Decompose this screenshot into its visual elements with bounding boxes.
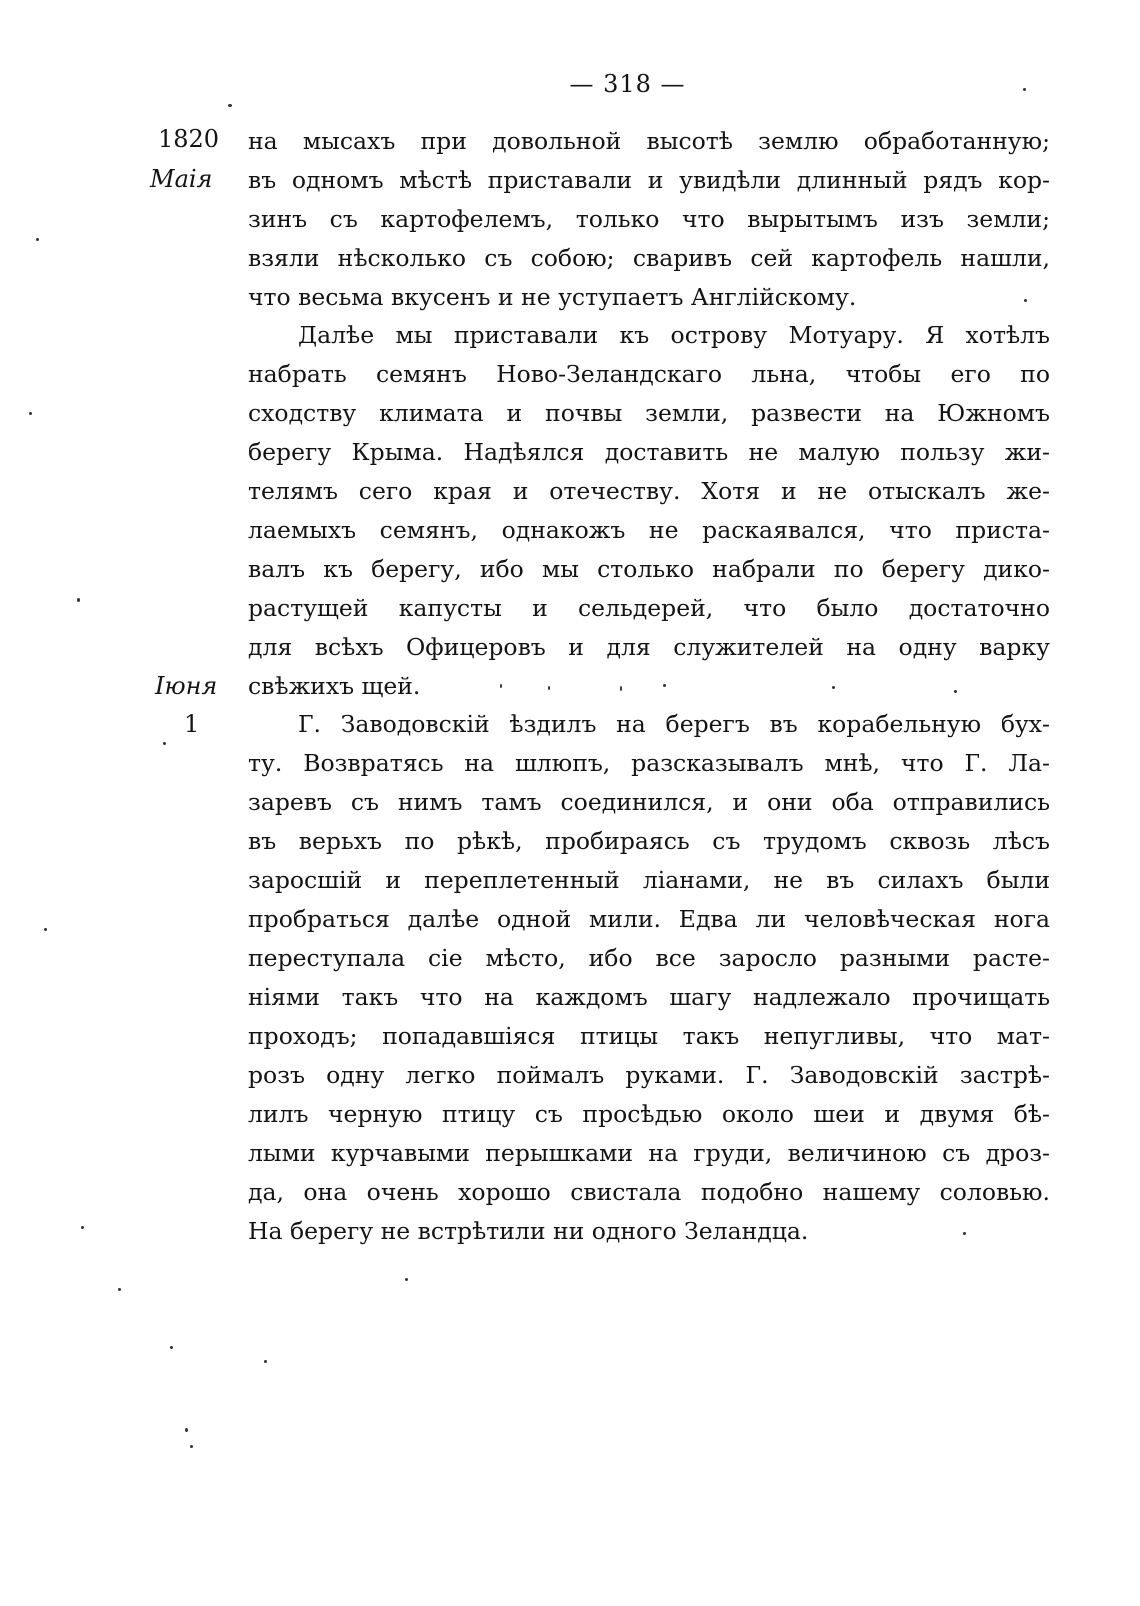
scan-speck — [77, 598, 80, 602]
text-line: на мысахъ при довольной высотѣ землю обработанную; — [248, 127, 1050, 155]
scan-speck — [548, 686, 550, 690]
text-line: да, она очень хорошо свистала подобно нашему соловью. — [248, 1178, 1050, 1206]
text-line: розъ одну легко поймалъ руками. Г. Заводовскій застрѣ- — [248, 1061, 1050, 1089]
scan-speck — [81, 1226, 84, 1229]
scan-speck — [1024, 299, 1027, 302]
scan-speck — [185, 1428, 188, 1432]
scan-speck — [228, 104, 232, 107]
text-line: набрать семянъ Ново-Зеландскаго льна, чтобы его по — [248, 360, 1050, 388]
scan-speck — [264, 1360, 267, 1363]
margin-year: 1820 — [158, 125, 220, 153]
text-line: для всѣхъ Офицеровъ и для служителей на одну варку — [248, 633, 1050, 661]
page-number: — 318 — — [569, 70, 686, 98]
scan-speck — [620, 686, 622, 691]
scan-speck — [170, 1346, 173, 1349]
scan-speck — [663, 684, 666, 687]
margin-month-june: Іюня — [155, 672, 218, 700]
text-line: заревъ съ нимъ тамъ соединился, и они оба отправились — [248, 788, 1050, 816]
text-line: ніями такъ что на каждомъ шагу надлежало прочищать — [248, 983, 1050, 1011]
text-line: Г. Заводовскій ѣздилъ на берегъ въ корабельную бух- — [298, 710, 1050, 738]
text-line: взяли нѣсколько съ собою; сваривъ сей картофель нашли, — [248, 244, 1050, 272]
scan-speck — [118, 1288, 121, 1291]
text-line: растущей капусты и сельдерей, что было достаточно — [248, 594, 1050, 622]
text-line: лилъ черную птицу съ просѣдью около шеи и двумя бѣ- — [248, 1100, 1050, 1128]
scan-speck — [29, 412, 32, 415]
scan-speck — [832, 686, 835, 689]
margin-day: 1 — [184, 710, 200, 738]
scan-speck — [163, 742, 166, 745]
paragraph-1 — [248, 122, 1050, 317]
text-line: въ одномъ мѣстѣ приставали и увидѣли длинный рядъ кор- — [248, 166, 1050, 194]
text-line: лаемыхъ семянъ, однакожъ не раскаявался, что пристa- — [248, 516, 1050, 544]
text-line: сходству климата и почвы земли, развести на Южномъ — [248, 399, 1050, 427]
text-line: лыми курчавыми перышками на груди, величиною съ дроз- — [248, 1139, 1050, 1167]
paragraph-2 — [248, 316, 1050, 706]
scan-speck — [405, 1278, 408, 1281]
text-line: На берегу не встрѣтили ни одного Зеландца. — [248, 1217, 809, 1245]
text-line: переступала сіе мѣсто, ибо все заросло разными расте- — [248, 944, 1050, 972]
scan-speck — [36, 238, 39, 241]
scan-speck — [1023, 88, 1026, 91]
text-line: свѣжихъ щей. — [248, 672, 421, 700]
text-line: проходъ; попадавшіяся птицы такъ непугливы, что мат- — [248, 1022, 1050, 1050]
scan-speck — [44, 928, 47, 931]
text-line: валъ къ берегу, ибо мы столько набрали по берегу дико- — [248, 555, 1050, 583]
text-line: заросшій и переплетенный ліанами, не въ силахъ были — [248, 866, 1050, 894]
text-line: въ верьхъ по рѣкѣ, пробираясь съ трудомъ сквозь лѣсъ — [248, 827, 1050, 855]
paragraph-3 — [248, 705, 1050, 1251]
margin-month-may: Маія — [150, 165, 213, 193]
scan-speck — [963, 1232, 966, 1235]
text-line: ту. Возвратясь на шлюпъ, разсказывалъ мнѣ, что Г. Ла- — [248, 749, 1050, 777]
text-line: что весьма вкусенъ и не уступаетъ Англійскому. — [248, 283, 857, 311]
scan-speck — [954, 690, 957, 693]
text-line: пробраться далѣе одной мили. Едва ли человѣческая нога — [248, 905, 1050, 933]
scan-speck — [190, 1445, 193, 1448]
text-line: берегу Крыма. Надѣялся доставить не малую пользу жи- — [248, 438, 1050, 466]
text-line: зинъ съ картофелемъ, только что вырытымъ изъ земли; — [248, 205, 1050, 233]
text-line: Далѣе мы приставали къ острову Мотуару. Я хотѣлъ — [298, 321, 1050, 349]
text-line: телямъ сего края и отечеству. Хотя и не отыскалъ же- — [248, 477, 1050, 505]
scan-speck — [500, 684, 502, 688]
